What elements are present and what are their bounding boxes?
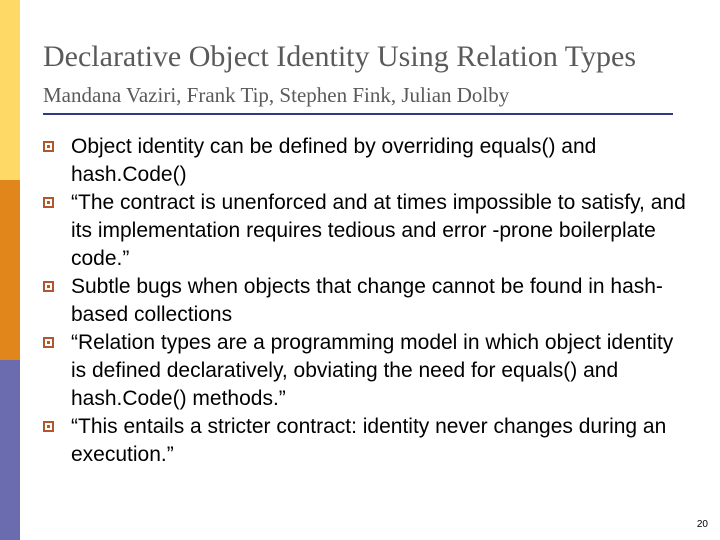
- slide-title: Declarative Object Identity Using Relation Types: [43, 40, 637, 73]
- title-underline: [43, 113, 673, 115]
- square-bullet-icon: [43, 337, 54, 348]
- bullet-text: Subtle bugs when objects that change cannot be found in hash-based collections: [71, 275, 663, 326]
- bullet-item: [43, 189, 693, 273]
- square-bullet-icon: [43, 421, 54, 432]
- sidebar-top-stripe: [0, 0, 20, 180]
- bullet-item: [43, 133, 693, 189]
- bullet-text: “This entails a stricter contract: identity never changes during an execution.”: [71, 415, 667, 466]
- bullet-item: [43, 273, 693, 329]
- sidebar-middle-stripe: [0, 180, 20, 360]
- bullet-item: [43, 329, 693, 413]
- page-number: 20: [696, 519, 708, 530]
- sidebar-bottom-stripe: [0, 360, 20, 540]
- square-bullet-icon: [43, 197, 54, 208]
- square-bullet-icon: [43, 141, 54, 152]
- square-bullet-icon: [43, 281, 54, 292]
- bullet-text: “The contract is unenforced and at times impossible to satisfy, and its implementation requires tedious and error -prone boilerplate code.”: [71, 191, 686, 270]
- slide-authors: Mandana Vaziri, Frank Tip, Stephen Fink, Julian Dolby: [43, 83, 510, 107]
- bullet-text: Object identity can be defined by overriding equals() and hash.Code(): [71, 135, 597, 186]
- bullet-text: “Relation types are a programming model in which object identity is defined declaratively, obviating the need for equals() and hash.Code() methods.”: [71, 331, 674, 410]
- bullet-item: [43, 413, 693, 469]
- bullet-list: [43, 133, 693, 469]
